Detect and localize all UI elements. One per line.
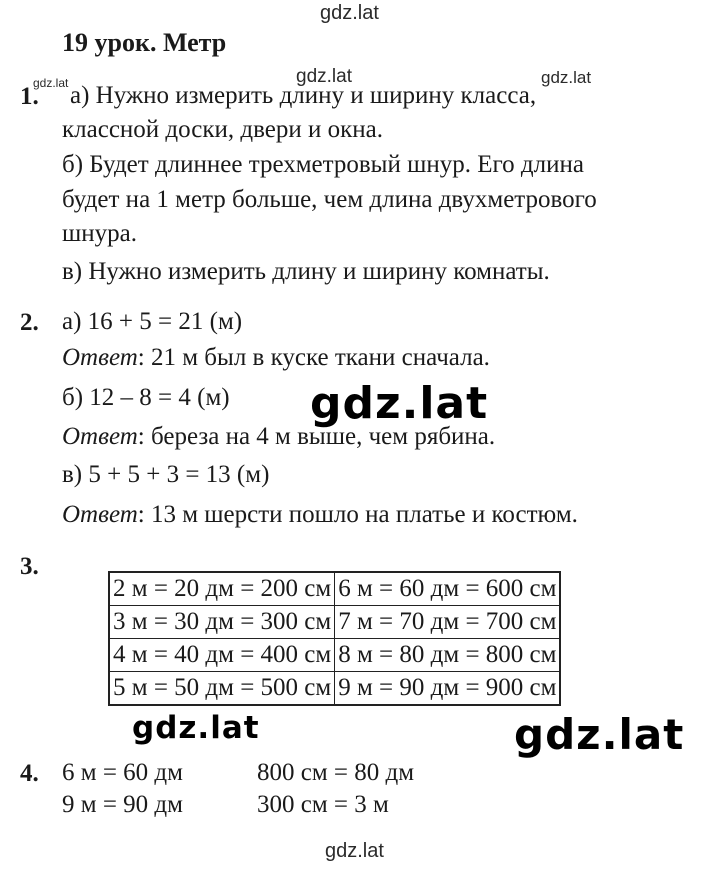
task-1-a-line2: классной доски, двери и окна. [62,116,383,143]
table-cell: 9 м = 90 дм = 900 см [335,672,561,706]
task-2-c-equation: в) 5 + 5 + 3 = 13 (м) [62,461,270,488]
task-2-c-answer [62,500,578,530]
watermark-table-left: gdz.lat [132,710,260,746]
task-4-r1c1: 6 м = 60 дм [62,759,183,786]
table-cell: 6 м = 60 дм = 600 см [335,572,561,606]
watermark-tiny: gdz.lat [33,76,69,90]
conversion-table [108,571,561,706]
table-row [109,672,560,706]
task-4-r2c1: 9 м = 90 дм [62,791,183,818]
answer-text: : береза на 4 м выше, чем рябина. [137,423,496,450]
table-row [109,639,560,672]
task-1-b-line1: б) Будет длиннее трехметровый шнур. Его длина [62,151,584,178]
watermark-big-mid: gdz.lat [310,378,489,429]
table-cell: 5 м = 50 дм = 500 см [109,672,335,706]
task-3-number: 3. [20,553,39,580]
table-row [109,606,560,639]
answer-text: : 13 м шерсти пошло на платье и костюм. [137,501,578,528]
answer-label: Ответ [62,423,138,450]
table-cell: 7 м = 70 дм = 700 см [335,606,561,639]
task-1-a-line1: а) Нужно измерить длину и ширину класса, [70,82,537,109]
answer-label: Ответ [62,344,138,371]
task-2-a-equation: а) 16 + 5 = 21 (м) [62,308,243,335]
task-1-number: 1. [20,83,39,110]
task-4-r2c2: 300 см = 3 м [257,791,389,818]
watermark-big-right: gdz.lat [514,710,685,759]
table-cell: 8 м = 80 дм = 800 см [335,639,561,672]
table-cell: 2 м = 20 дм = 200 см [109,572,335,606]
task-1-b-line2: будет на 1 метр больше, чем длина двухметрового [62,186,597,213]
task-2-number: 2. [20,309,39,336]
page-title: 19 урок. Метр [62,28,227,57]
table-row [109,572,560,606]
answer-label: Ответ [62,501,138,528]
watermark-bottom: gdz.lat [325,840,384,862]
task-2-b-equation: б) 12 – 8 = 4 (м) [62,384,230,411]
answer-text: : 21 м был в куске ткани сначала. [137,344,490,371]
table-cell: 4 м = 40 дм = 400 см [109,639,335,672]
task-4-number: 4. [20,760,39,787]
watermark-line1-mid: gdz.lat [296,66,352,87]
task-1-c-line1: в) Нужно измерить длину и ширину комнаты. [62,258,550,285]
watermark-line1-right: gdz.lat [541,68,592,87]
table-cell: 3 м = 30 дм = 300 см [109,606,335,639]
watermark-top: gdz.lat [320,2,379,24]
task-1-b-line3: шнура. [62,220,137,247]
task-4-r1c2: 800 см = 80 дм [257,759,415,786]
task-2-a-answer [62,343,490,373]
